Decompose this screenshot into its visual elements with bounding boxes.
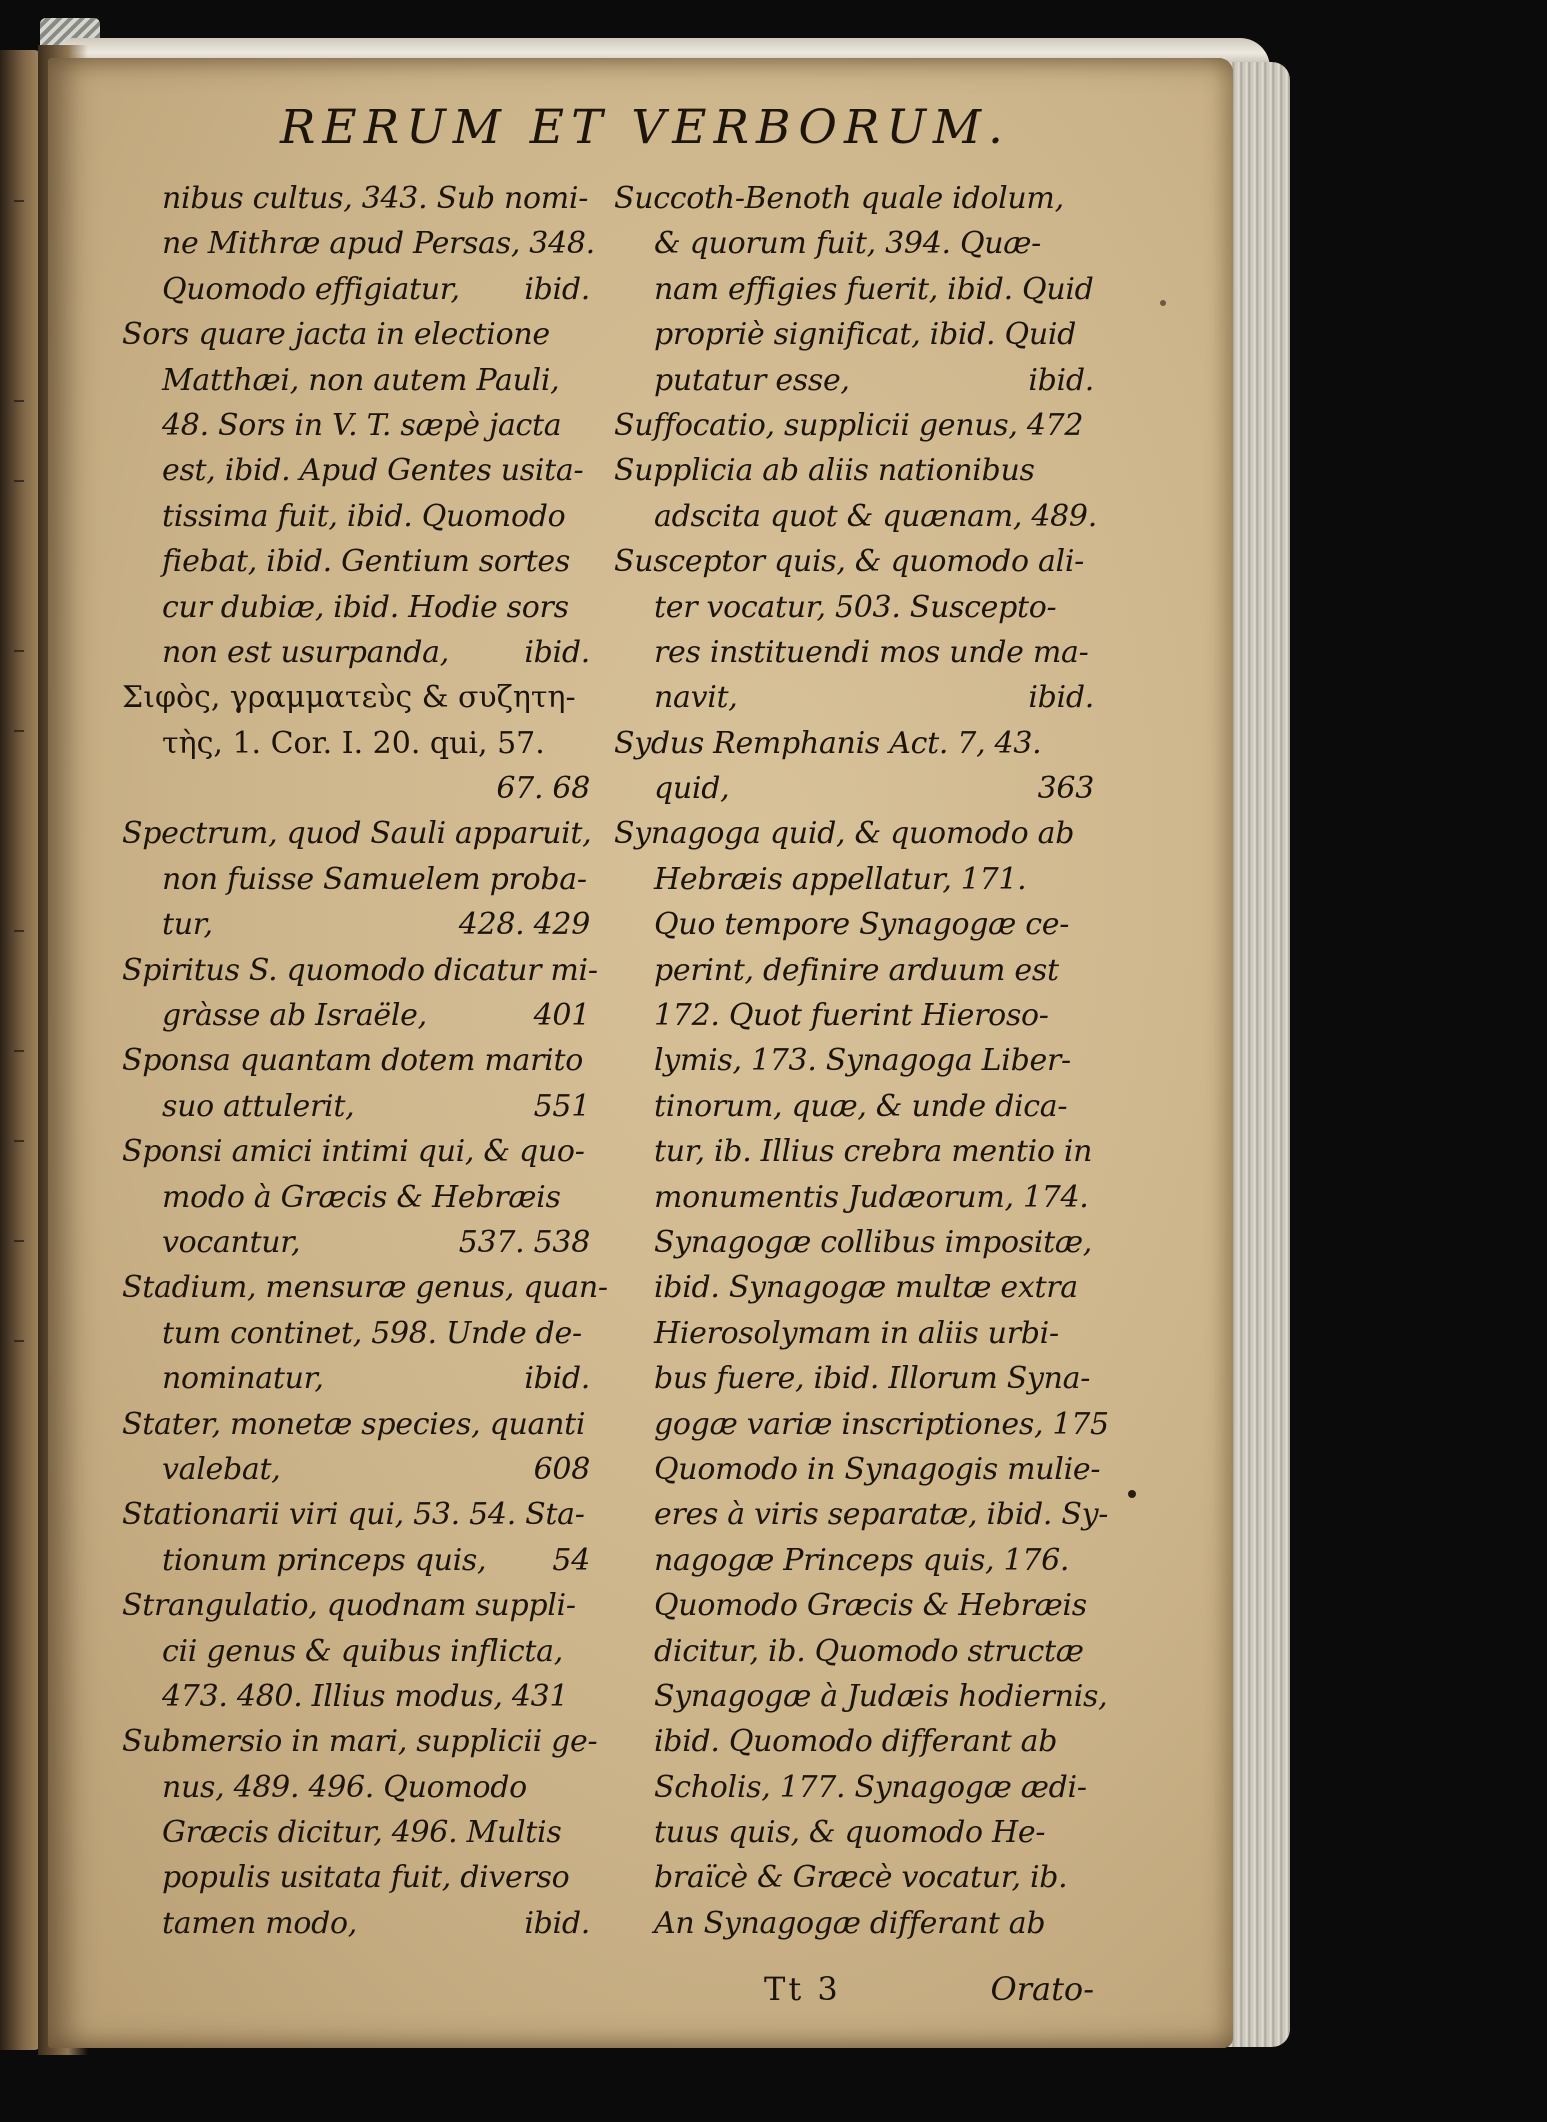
index-entry-line bbox=[122, 403, 590, 448]
page-reference: 608 bbox=[533, 1451, 590, 1487]
index-entry-line bbox=[614, 221, 1094, 266]
entry-text: Græcis dicitur, 496. Multis bbox=[162, 1815, 562, 1851]
index-entry-line bbox=[614, 358, 1094, 403]
ink-speck bbox=[1128, 1490, 1136, 1498]
entry-text: Sponsi amici intimi qui, & quo- bbox=[122, 1134, 585, 1170]
index-entry-line bbox=[122, 630, 590, 675]
entry-text: fiebat, ibid. Gentium sortes bbox=[162, 544, 570, 580]
entry-text: Suffocatio, supplicii genus, 472 bbox=[614, 407, 1084, 443]
index-entry-line bbox=[614, 948, 1094, 993]
index-entry-line bbox=[122, 1129, 590, 1174]
entry-text: suo attulerit, bbox=[162, 1088, 355, 1124]
page-reference: 537. 538 bbox=[458, 1224, 590, 1260]
entry-text: est, ibid. Apud Gentes usita- bbox=[162, 453, 584, 489]
index-entry-line bbox=[122, 494, 590, 539]
entry-text: perint, definire arduum est bbox=[654, 952, 1059, 988]
entry-text: 48. Sors in V. T. sæpè jacta bbox=[162, 407, 562, 443]
page-reference: ibid. bbox=[1028, 362, 1094, 398]
index-entry-line bbox=[614, 1810, 1094, 1855]
index-entry-line bbox=[122, 1765, 590, 1810]
index-entry-line bbox=[122, 1356, 590, 1401]
index-entry-line bbox=[614, 1356, 1094, 1401]
index-entry-line bbox=[122, 1084, 590, 1129]
index-entry-line bbox=[122, 1311, 590, 1356]
entry-text: Synagoga quid, & quomodo ab bbox=[614, 816, 1075, 852]
index-entry-line bbox=[614, 1583, 1094, 1628]
index-entry-line bbox=[614, 1311, 1094, 1356]
entry-text: Quo tempore Synagogæ ce- bbox=[654, 907, 1070, 943]
entry-text: vocantur, bbox=[162, 1224, 301, 1260]
index-entry-line bbox=[614, 857, 1094, 902]
index-entry-line bbox=[614, 1129, 1094, 1174]
entry-text: tuus quis, & quomodo He- bbox=[654, 1815, 1046, 1851]
index-entry-line bbox=[122, 948, 598, 993]
entry-text: monumentis Judæorum, 174. bbox=[654, 1179, 1089, 1215]
facing-page-edge bbox=[0, 50, 42, 2050]
entry-text: Spiritus S. quomodo dicatur mi- bbox=[122, 952, 598, 988]
entry-text: & quorum fuit, 394. Quæ- bbox=[654, 226, 1042, 262]
entry-text: Hierosolymam in aliis urbi- bbox=[654, 1315, 1059, 1351]
index-entry-line bbox=[614, 1719, 1094, 1764]
entry-text: tur, ib. Illius crebra mentio in bbox=[654, 1134, 1093, 1170]
entry-text: nominatur, bbox=[162, 1361, 324, 1397]
entry-text: Sydus Remphanis Act. 7, 43. bbox=[614, 725, 1042, 761]
index-entry-line bbox=[122, 1265, 608, 1310]
ink-speck bbox=[1160, 300, 1166, 306]
entry-text: Strangulatio, quodnam suppli- bbox=[122, 1588, 576, 1624]
running-head: RERUM ET VERBORUM. bbox=[280, 100, 1011, 155]
index-entry-line bbox=[122, 1629, 590, 1674]
page-reference: ibid. bbox=[524, 1361, 590, 1397]
entry-text: ibid. Synagogæ multæ extra bbox=[654, 1270, 1078, 1306]
entry-text: 473. 480. Illius modus, 431 bbox=[162, 1678, 569, 1714]
entry-text: dicitur, ib. Quomodo structæ bbox=[654, 1633, 1084, 1669]
page-reference: ibid. bbox=[524, 1905, 590, 1941]
index-entry-line bbox=[122, 1855, 590, 1900]
index-entry-line bbox=[614, 675, 1094, 720]
page-reference: 67. 68 bbox=[496, 771, 590, 807]
index-entry-line bbox=[614, 176, 1094, 221]
entry-text: ibid. Quomodo differant ab bbox=[654, 1724, 1058, 1760]
entry-text: valebat, bbox=[162, 1451, 281, 1487]
entry-text: putatur esse, bbox=[654, 362, 850, 398]
entry-text: Sponsa quantam dotem marito bbox=[122, 1043, 583, 1079]
index-entry-line bbox=[122, 1447, 590, 1492]
fore-edge-pages bbox=[1228, 62, 1290, 2047]
entry-text: ter vocatur, 503. Suscepto- bbox=[654, 589, 1057, 625]
index-entry-line bbox=[614, 1674, 1108, 1719]
entry-text: Quomodo effigiatur, bbox=[162, 271, 460, 307]
index-entry-line bbox=[122, 1674, 590, 1719]
entry-text: lymis, 173. Synagoga Liber- bbox=[654, 1043, 1071, 1079]
index-entry-line bbox=[122, 902, 590, 947]
index-entry-line bbox=[614, 1538, 1094, 1583]
index-entry-line bbox=[122, 358, 590, 403]
index-entry-line bbox=[614, 1220, 1094, 1265]
index-entry-line bbox=[122, 1810, 590, 1855]
index-entry-line bbox=[614, 1038, 1094, 1083]
index-entry-line bbox=[122, 1492, 590, 1537]
page-reference: 551 bbox=[533, 1088, 590, 1124]
index-entry-line bbox=[614, 630, 1094, 675]
index-entry-line bbox=[122, 766, 590, 811]
index-entry-line bbox=[614, 811, 1094, 856]
index-entry-line bbox=[122, 267, 590, 312]
index-entry-line bbox=[614, 448, 1094, 493]
index-entry-line bbox=[122, 1402, 590, 1447]
entry-text: An Synagogæ differant ab bbox=[654, 1905, 1046, 1941]
entry-text: adscita quot & quænam, 489. bbox=[654, 498, 1097, 534]
entry-text: Matthæi, non autem Pauli, bbox=[162, 362, 560, 398]
index-entry-line bbox=[614, 993, 1094, 1038]
entry-text: Quomodo Græcis & Hebræis bbox=[654, 1588, 1087, 1624]
entry-text: nus, 489. 496. Quomodo bbox=[162, 1769, 527, 1805]
index-entry-line bbox=[122, 1038, 590, 1083]
entry-text: non est usurpanda, bbox=[162, 634, 449, 670]
entry-text: populis usitata fuit, diverso bbox=[162, 1860, 570, 1896]
page-reference: 54 bbox=[552, 1542, 590, 1578]
entry-text: tinorum, quæ, & unde dica- bbox=[654, 1088, 1068, 1124]
index-entry-line bbox=[614, 1265, 1094, 1310]
entry-text: tum continet, 598. Unde de- bbox=[162, 1315, 582, 1351]
index-entry-line bbox=[614, 1084, 1094, 1129]
entry-text: nam effigies fuerit, ibid. Quid bbox=[654, 271, 1094, 307]
entry-text: Hebræis appellatur, 171. bbox=[654, 861, 1027, 897]
entry-text: Synagogæ collibus impositæ, bbox=[654, 1224, 1093, 1260]
index-entry-line bbox=[122, 1175, 590, 1220]
index-entry-line bbox=[614, 766, 1094, 811]
index-entry-line bbox=[614, 902, 1094, 947]
index-entry-line bbox=[614, 1492, 1109, 1537]
signature-mark: Tt 3 bbox=[764, 1970, 841, 2008]
index-entry-line bbox=[122, 176, 590, 221]
entry-text: nibus cultus, 343. Sub nomi- bbox=[162, 181, 589, 216]
entry-text: tur, bbox=[162, 907, 213, 943]
index-entry-line bbox=[122, 857, 590, 902]
entry-text: braïcè & Græcè vocatur, ib. bbox=[654, 1860, 1068, 1896]
index-entry-line bbox=[122, 1220, 590, 1265]
index-entry-line bbox=[122, 221, 595, 266]
index-entry-line bbox=[614, 403, 1094, 448]
index-entry-line bbox=[122, 1719, 598, 1764]
entry-text: Σιφὸς, γραμματεὺς & συζητη- bbox=[122, 680, 576, 716]
index-entry-line bbox=[122, 675, 590, 720]
entry-text: Stationarii viri qui, 53. 54. Sta- bbox=[122, 1497, 585, 1533]
entry-text: navit, bbox=[654, 680, 738, 716]
entry-text: 172. Quot fuerint Hieroso- bbox=[654, 998, 1049, 1034]
entry-text: propriè significat, ibid. Quid bbox=[654, 317, 1077, 353]
page-reference: ibid. bbox=[1028, 680, 1094, 716]
entry-text: Stadium, mensuræ genus, quan- bbox=[122, 1270, 608, 1306]
index-entry-line bbox=[122, 539, 590, 584]
entry-text: τὴς, 1. Cor. I. 20. qui, 57. bbox=[162, 725, 545, 761]
index-entry-line bbox=[122, 1901, 590, 1946]
page-reference: 401 bbox=[533, 998, 590, 1034]
index-entry-line bbox=[614, 1175, 1094, 1220]
index-entry-line bbox=[614, 1765, 1094, 1810]
entry-text: cii genus & quibus inflicta, bbox=[162, 1633, 563, 1669]
entry-text: modo à Græcis & Hebræis bbox=[162, 1179, 561, 1215]
entry-text: gogæ variæ inscriptiones, 175 bbox=[654, 1406, 1109, 1442]
index-entry-line bbox=[122, 585, 590, 630]
index-entry-line bbox=[614, 267, 1094, 312]
entry-text: Submersio in mari, supplicii ge- bbox=[122, 1724, 598, 1760]
index-entry-line bbox=[614, 585, 1094, 630]
entry-text: Stater, monetæ species, quanti bbox=[122, 1406, 586, 1442]
index-entry-line bbox=[614, 539, 1094, 584]
left-index-column bbox=[122, 176, 608, 1946]
entry-text: gràsse ab Israële, bbox=[162, 998, 427, 1034]
entry-text: Spectrum, quod Sauli apparuit, bbox=[122, 816, 592, 852]
entry-text: non fuisse Samuelem proba- bbox=[162, 861, 587, 897]
entry-text: Quomodo in Synagogis mulie- bbox=[654, 1451, 1101, 1487]
index-entry-line bbox=[614, 1901, 1094, 1946]
index-entry-line bbox=[122, 993, 590, 1038]
entry-text: bus fuere, ibid. Illorum Syna- bbox=[654, 1361, 1091, 1397]
entry-text: Scholis, 177. Synagogæ ædi- bbox=[654, 1769, 1087, 1805]
entry-text: Succoth-Benoth quale idolum, bbox=[614, 181, 1064, 216]
entry-text: nagogæ Princeps quis, 176. bbox=[654, 1542, 1070, 1578]
index-entry-line bbox=[122, 1583, 590, 1628]
index-entry-line bbox=[614, 1447, 1101, 1492]
entry-text: Supplicia ab aliis nationibus bbox=[614, 453, 1035, 489]
entry-text: Susceptor quis, & quomodo ali- bbox=[614, 544, 1084, 580]
index-entry-line bbox=[614, 721, 1094, 766]
index-entry-line bbox=[122, 811, 590, 856]
entry-text: Sors quare jacta in electione bbox=[122, 317, 550, 353]
entry-text: tamen modo, bbox=[162, 1905, 358, 1941]
entry-text: ne Mithræ apud Persas, 348. bbox=[162, 226, 595, 262]
entry-text: tissima fuit, ibid. Quomodo bbox=[162, 498, 566, 534]
index-entry-line bbox=[614, 494, 1097, 539]
entry-text: res instituendi mos unde ma- bbox=[654, 634, 1089, 670]
entry-text: Synagogæ à Judæis hodiernis, bbox=[654, 1678, 1108, 1714]
index-entry-line bbox=[614, 1855, 1094, 1900]
index-entry-line bbox=[122, 1538, 590, 1583]
right-index-column bbox=[614, 176, 1109, 1946]
index-entry-line bbox=[614, 1629, 1094, 1674]
entry-text: cur dubiæ, ibid. Hodie sors bbox=[162, 589, 569, 625]
entry-text: quid, bbox=[654, 771, 730, 807]
index-entry-line bbox=[122, 312, 590, 357]
entry-text: tionum princeps quis, bbox=[162, 1542, 487, 1578]
index-entry-line bbox=[122, 721, 590, 766]
index-entry-line bbox=[614, 1402, 1109, 1447]
page-reference: ibid. bbox=[524, 634, 590, 670]
page-reference: 363 bbox=[1037, 771, 1094, 807]
page-reference: 428. 429 bbox=[458, 907, 590, 943]
catchword: Orato- bbox=[990, 1970, 1094, 2008]
page-reference: ibid. bbox=[524, 271, 590, 307]
index-entry-line bbox=[614, 312, 1094, 357]
index-entry-line bbox=[122, 448, 590, 493]
entry-text: eres à viris separatæ, ibid. Sy- bbox=[654, 1497, 1109, 1533]
